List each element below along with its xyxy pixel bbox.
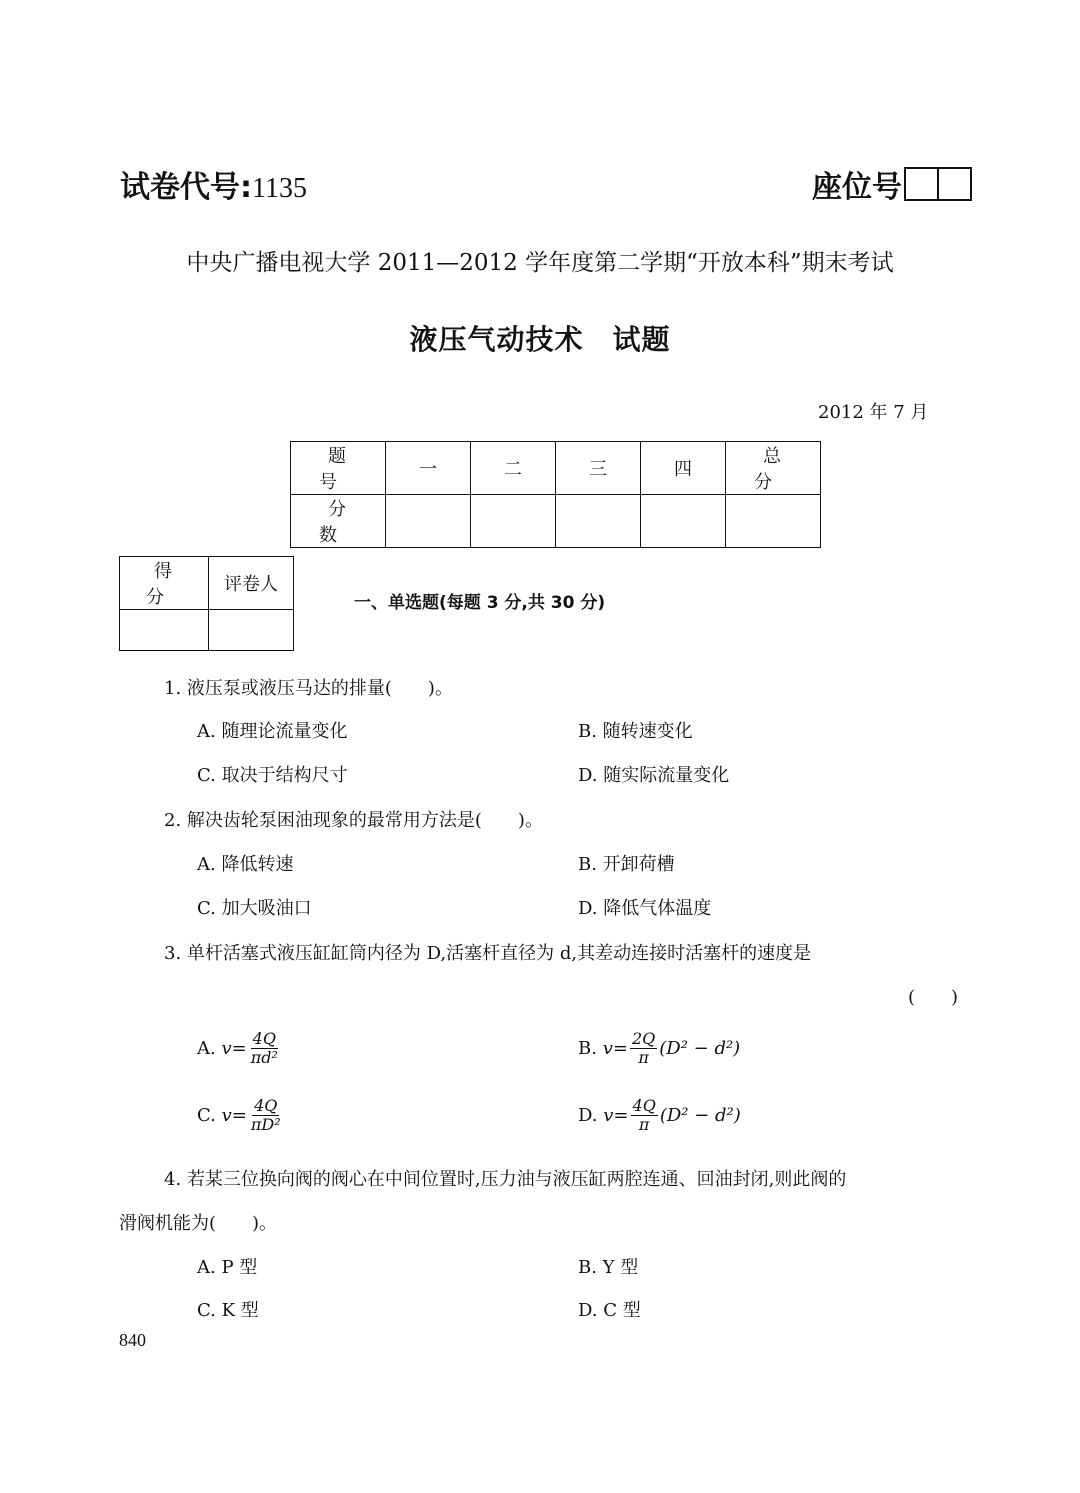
option-label: A. <box>197 1038 216 1059</box>
denominator: π <box>638 1048 649 1067</box>
exam-date: 2012 年 7 月 <box>818 402 929 423</box>
formula-lhs: v= <box>221 1038 247 1059</box>
grader-cell[interactable] <box>209 610 294 651</box>
score-table-header-row <box>291 442 821 495</box>
question-4-stem-line1: 4. 若某三位换向阀的阀心在中间位置时,压力油与液压缸两腔连通、回油封闭,则此阀的 <box>164 1169 847 1190</box>
grader-label: 评卷人 <box>209 557 294 610</box>
institution-line: 中央广播电视大学 2011—2012 学年度第二学期“开放本科”期末考试 <box>186 250 894 276</box>
grader-table <box>119 556 294 651</box>
question-3-stem: 3. 单杆活塞式液压缸缸筒内径为 D,活塞杆直径为 d,其差动连接时活塞杆的速度是 <box>164 943 812 964</box>
question-4-option-a[interactable]: A. P 型 <box>197 1257 258 1278</box>
score-cell[interactable] <box>120 610 209 651</box>
question-2-option-c[interactable]: C. 加大吸油口 <box>197 898 312 919</box>
option-label: B. <box>578 1038 597 1059</box>
score-cell[interactable] <box>726 495 821 548</box>
page-number: 840 <box>119 1330 146 1350</box>
question-2-option-b[interactable]: B. 开卸荷槽 <box>578 854 675 875</box>
score-header-cell: 题 号 <box>291 442 386 495</box>
fraction <box>630 1030 657 1067</box>
seat-label: 座位号 <box>812 170 902 205</box>
numerator: 4Q <box>252 1029 276 1048</box>
question-4-option-c[interactable]: C. K 型 <box>197 1300 259 1321</box>
question-1-option-d[interactable]: D. 随实际流量变化 <box>578 765 730 786</box>
question-3-option-a[interactable] <box>197 1030 282 1067</box>
score-cell[interactable] <box>641 495 726 548</box>
score-table-value-row <box>291 495 821 548</box>
fraction <box>249 1030 280 1067</box>
question-2-option-d[interactable]: D. 降低气体温度 <box>578 898 712 919</box>
subject-title: 液压气动技术 试题 <box>409 323 671 356</box>
score-header-cell: 三 <box>556 442 641 495</box>
score-row-label: 分 数 <box>291 495 386 548</box>
question-1-stem: 1. 液压泵或液压马达的排量( )。 <box>164 678 453 699</box>
question-3-option-d[interactable] <box>578 1097 741 1134</box>
numerator: 2Q <box>631 1029 656 1048</box>
question-3-option-c[interactable] <box>197 1097 285 1134</box>
section-heading: 一、单选题(每题 3 分,共 30 分) <box>354 593 606 613</box>
question-1-option-a[interactable]: A. 随理论流量变化 <box>197 721 348 742</box>
formula-lhs: v= <box>221 1105 247 1126</box>
seat-number <box>812 162 972 206</box>
question-3-answer-paren[interactable]: ( ) <box>908 987 959 1008</box>
formula-tail: (D² − d²) <box>659 1105 741 1126</box>
numerator: 4Q <box>632 1096 656 1115</box>
question-4-option-b[interactable]: B. Y 型 <box>578 1257 639 1278</box>
question-4-stem-line2: 滑阀机能为( )。 <box>119 1213 278 1234</box>
option-label: C. <box>197 1105 216 1126</box>
score-header-cell: 四 <box>641 442 726 495</box>
numerator: 4Q <box>254 1096 278 1115</box>
option-label: D. <box>578 1105 598 1126</box>
question-2-stem: 2. 解决齿轮泵困油现象的最常用方法是( )。 <box>164 810 543 831</box>
exam-code-label: 试卷代号: <box>120 170 252 205</box>
question-4-option-d[interactable]: D. C 型 <box>578 1300 641 1321</box>
question-3-option-b[interactable] <box>578 1030 740 1067</box>
seat-number-boxes[interactable] <box>904 167 972 201</box>
score-header-cell: 一 <box>386 442 471 495</box>
question-1-option-b[interactable]: B. 随转速变化 <box>578 721 693 742</box>
fraction <box>249 1097 283 1134</box>
formula-lhs: v= <box>603 1105 629 1126</box>
denominator: π <box>638 1115 650 1134</box>
score-table <box>290 441 839 548</box>
score-header-cell: 二 <box>471 442 556 495</box>
score-label: 得 分 <box>120 557 209 610</box>
score-cell[interactable] <box>471 495 556 548</box>
formula-tail: (D² − d²) <box>659 1038 741 1059</box>
denominator: πd² <box>250 1048 278 1067</box>
exam-code-number: 1135 <box>252 173 307 204</box>
fraction <box>631 1097 658 1134</box>
score-header-cell: 总 分 <box>726 442 821 495</box>
formula-lhs: v= <box>602 1038 628 1059</box>
question-1-option-c[interactable]: C. 取决于结构尺寸 <box>197 765 348 786</box>
score-cell[interactable] <box>556 495 641 548</box>
question-2-option-a[interactable]: A. 降低转速 <box>197 854 294 875</box>
denominator: πD² <box>250 1115 281 1134</box>
exam-code <box>120 162 307 206</box>
